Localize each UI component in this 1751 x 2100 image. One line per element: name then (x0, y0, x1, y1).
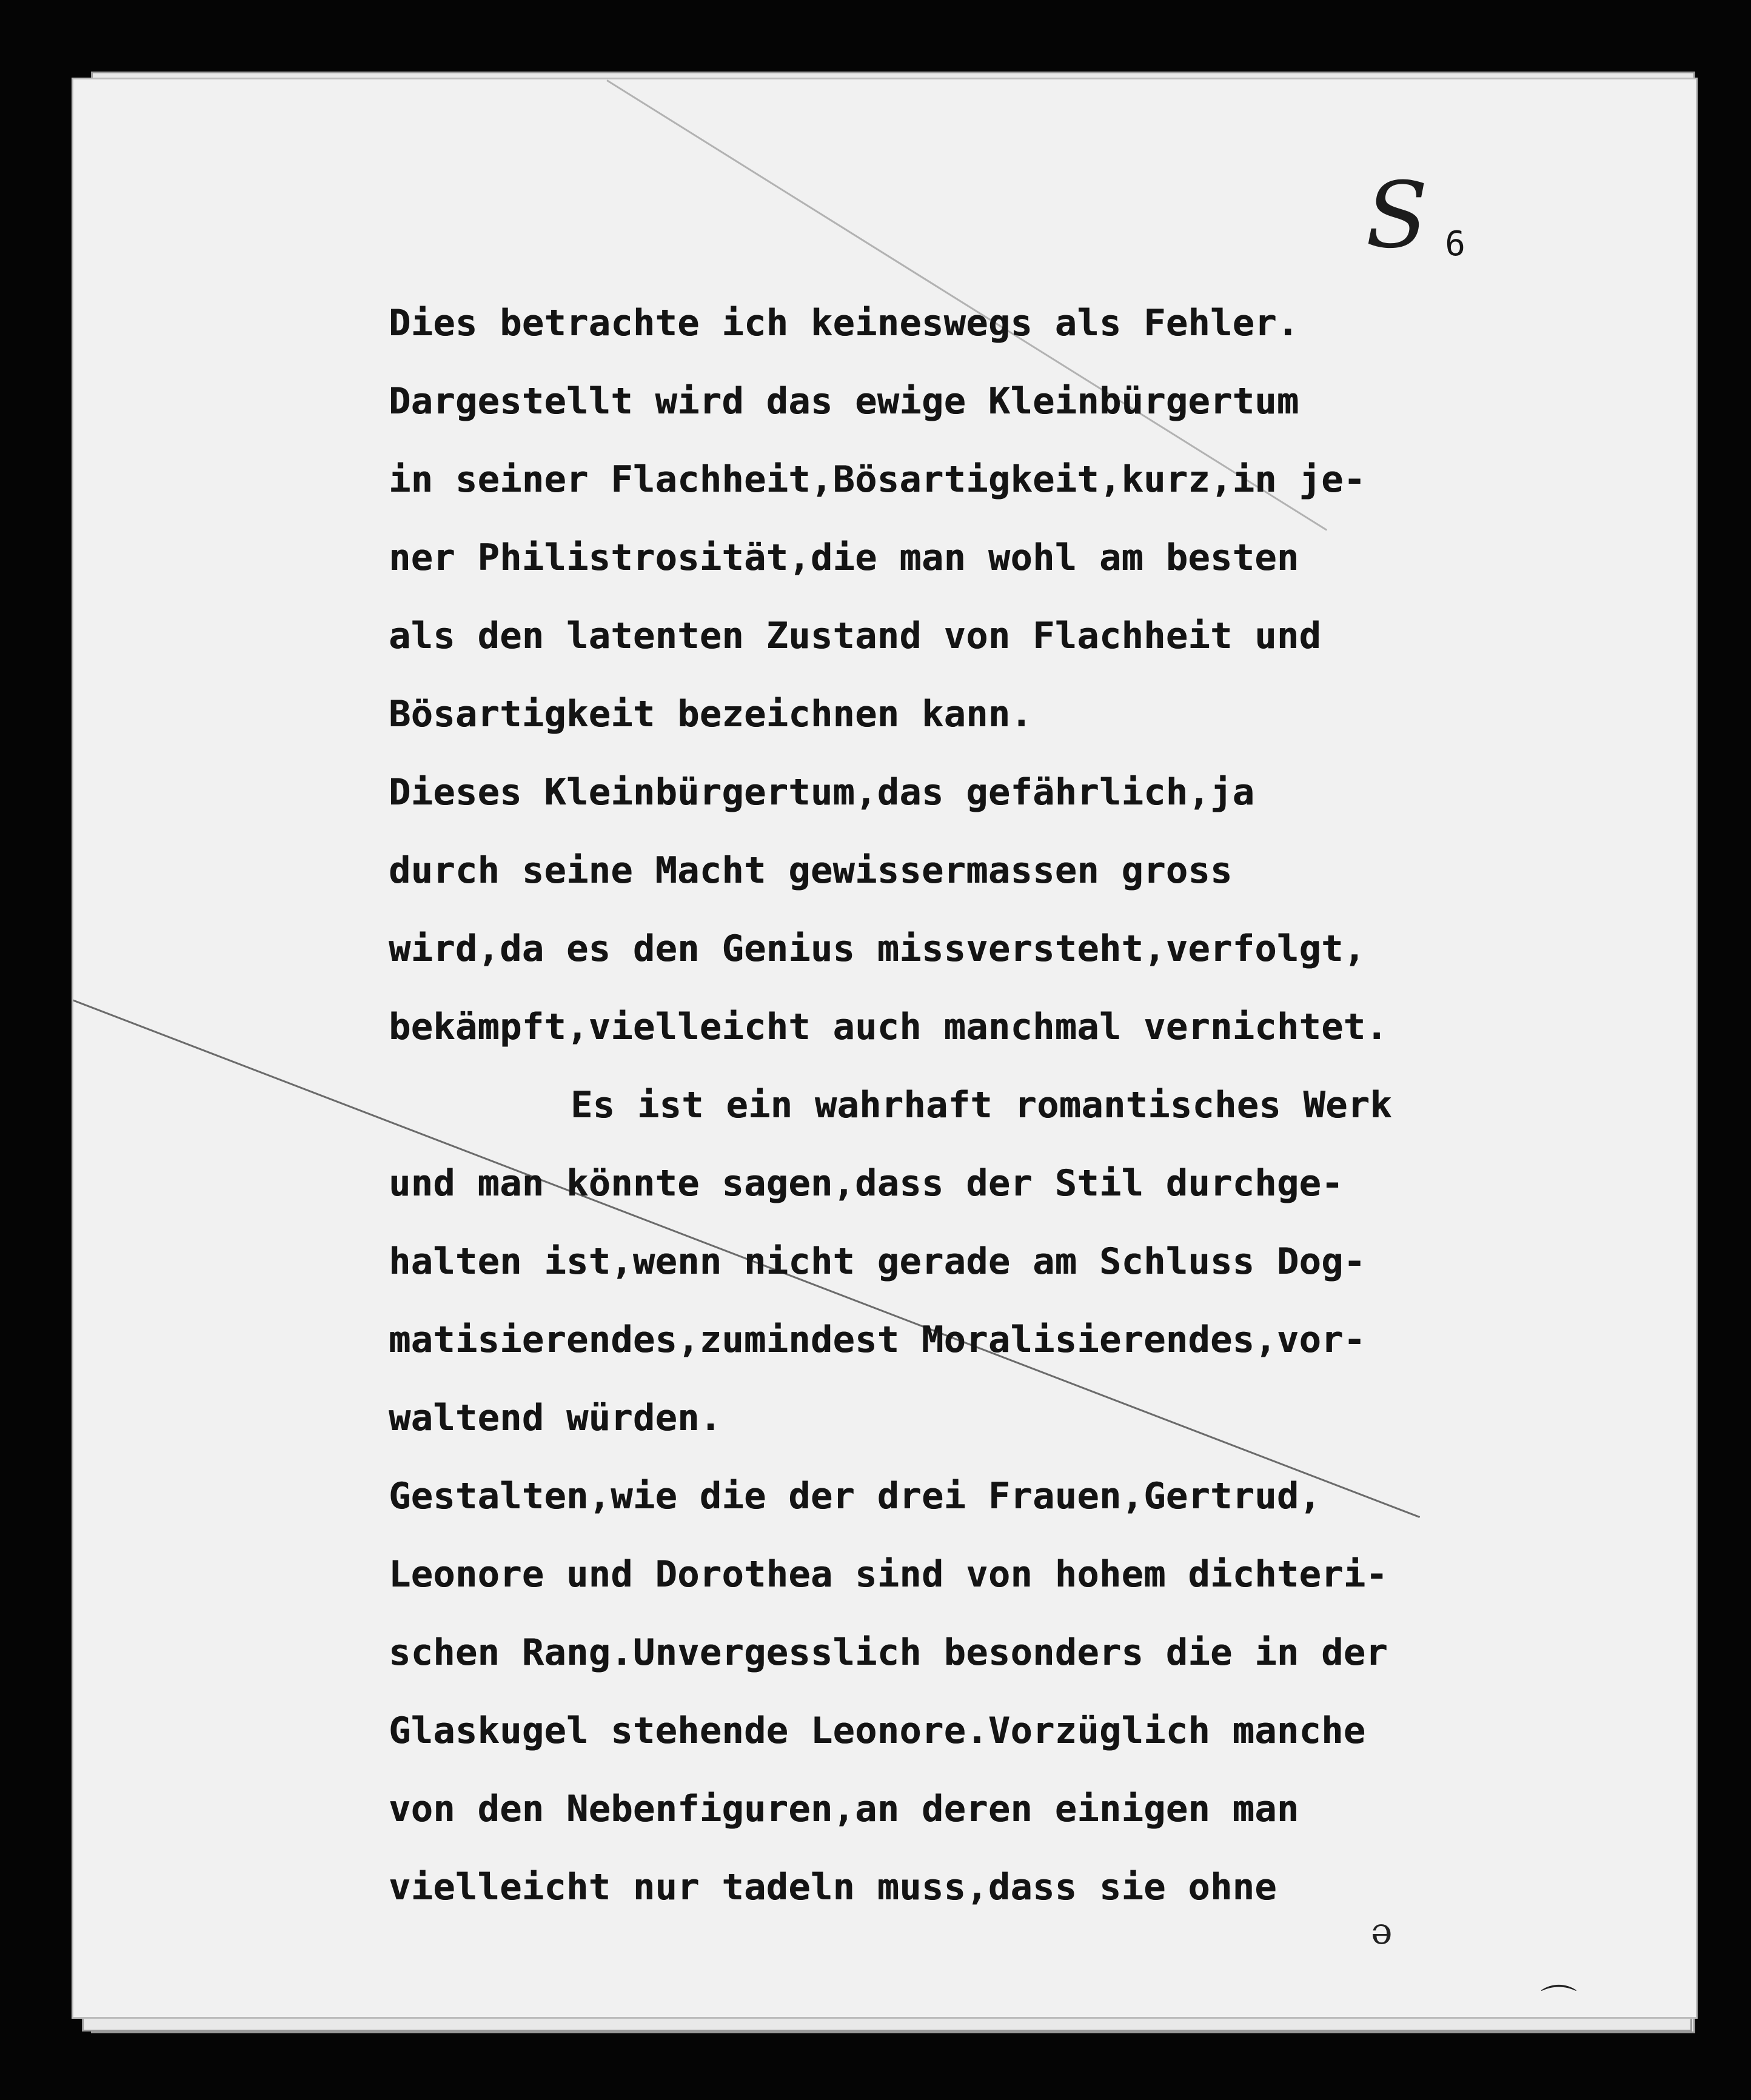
text-line: als den latenten Zustand von Flachheit und (389, 615, 1322, 657)
pencil-hook-icon: ⌒ (1541, 1982, 1577, 2019)
text-line: Leonore und Dorothea sind von hohem dichteri- (389, 1553, 1388, 1596)
text-line: Bösartigkeit bezeichnen kann. (389, 693, 1033, 735)
typed-page (72, 78, 1698, 2019)
text-line: Es ist ein wahrhaft romantisches Werk (571, 1084, 1393, 1126)
text-line: Dies betrachte ich keineswegs als Fehler. (389, 302, 1299, 344)
text-line: Dieses Kleinbürgertum,das gefährlich,ja (389, 771, 1255, 814)
text-line: in seiner Flachheit,Bösartigkeit,kurz,in je- (389, 458, 1366, 501)
handwritten-mark: S (1365, 163, 1428, 269)
pencil-tick-icon: ǝ (1371, 1910, 1393, 1953)
text-line: Gestalten,wie die der drei Frauen,Gertrud, (389, 1475, 1322, 1517)
typed-text-body (389, 284, 1680, 1927)
text-line: Dargestellt wird das ewige Kleinbürgertum (389, 380, 1299, 423)
text-line: waltend würden. (389, 1397, 722, 1439)
text-line: matisierendes,zumindest Moralisierendes,vor- (389, 1319, 1366, 1361)
text-line: wird,da es den Genius missversteht,verfolgt, (389, 928, 1366, 970)
text-line: durch seine Macht gewissermassen gross (389, 849, 1233, 892)
text-line: halten ist,wenn nicht gerade am Schluss Dog- (389, 1240, 1366, 1283)
page-number: 6 (1445, 224, 1465, 264)
text-line: bekämpft,vielleicht auch manchmal vernichtet. (389, 1006, 1388, 1048)
text-line: schen Rang.Unvergesslich besonders die in der (389, 1631, 1388, 1674)
text-line: vielleicht nur tadeln muss,dass sie ohne (389, 1866, 1277, 1908)
text-line: ner Philistrosität,die man wohl am besten (389, 537, 1299, 579)
page-header-marks (1365, 163, 1465, 269)
text-line: von den Nebenfiguren,an deren einigen man (389, 1788, 1299, 1830)
text-line: und man könnte sagen,dass der Stil durchge- (389, 1162, 1344, 1205)
text-line: Glaskugel stehende Leonore.Vorzüglich manche (389, 1710, 1366, 1752)
